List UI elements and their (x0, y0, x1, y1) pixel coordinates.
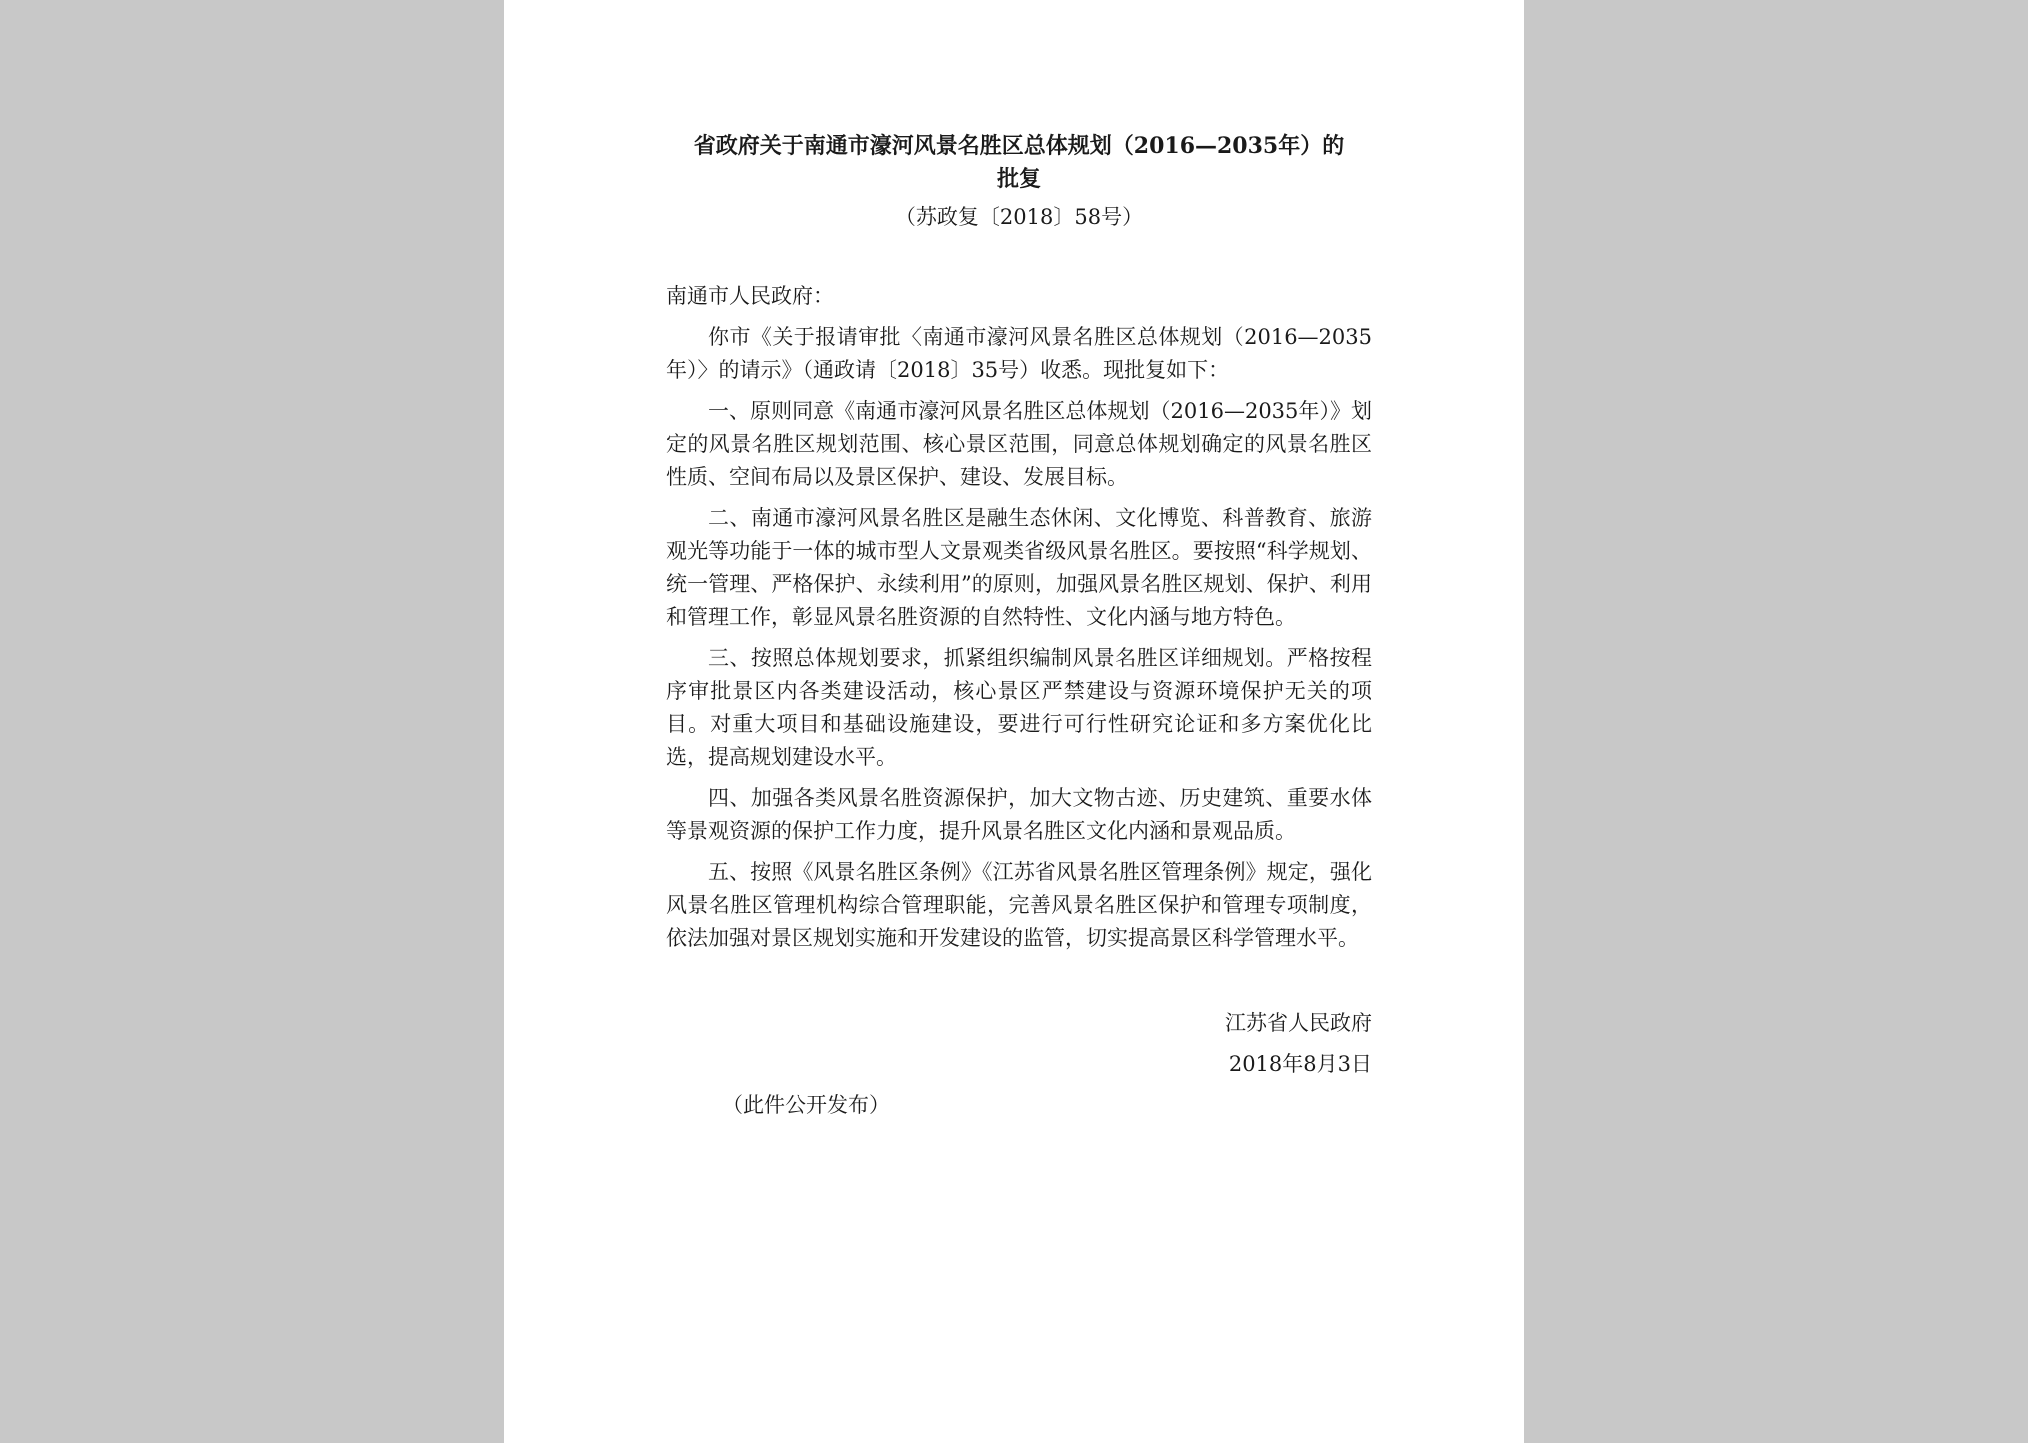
signing-date: 2018年8月3日 (1228, 1052, 1372, 1076)
paragraph-item-1: 一、原则同意《南通市濠河风景名胜区总体规划（2016—2035年）》划定的风景名胜区规划范围、核心景区范围，同意总体规划确定的风景名胜区性质、空间布局以及景区保护、建设、发展目标。 (666, 399, 1372, 489)
paragraph-item-2: 二、南通市濠河风景名胜区是融生态休闲、文化博览、科普教育、旅游观光等功能于一体的城市型人文景观类省级风景名胜区。要按照“科学规划、统一管理、严格保护、永续利用”的原则，加强风景名胜区规划、保护、利用和管理工作，彰显风景名胜资源的自然特性、文化内涵与地方特色。 (666, 506, 1372, 629)
paragraph-item-3: 三、按照总体规划要求，抓紧组织编制风景名胜区详细规划。严格按程序审批景区内各类建设活动，核心景区严禁建设与资源环境保护无关的项目。对重大项目和基础设施建设，要进行可行性研究论证和多方案优化比选，提高规划建设水平。 (666, 646, 1372, 769)
signer: 江苏省人民政府 (1225, 1011, 1372, 1035)
paragraph-item-4: 四、加强各类风景名胜资源保护，加大文物古迹、历史建筑、重要水体等景观资源的保护工作力度，提升风景名胜区文化内涵和景观品质。 (666, 786, 1372, 843)
document-body (666, 130, 1372, 1122)
title-line-2: 批复 (996, 166, 1041, 192)
document-page (504, 0, 1524, 1443)
salutation: 南通市人民政府： (666, 284, 834, 308)
document-number: （苏政复〔2018〕58号） (894, 205, 1144, 229)
title-line-1: 省政府关于南通市濠河风景名胜区总体规划（2016—2035年）的 (693, 133, 1345, 159)
paragraph-item-5: 五、按照《风景名胜区条例》《江苏省风景名胜区管理条例》规定，强化风景名胜区管理机构综合管理职能，完善风景名胜区保护和管理专项制度，依法加强对景区规划实施和开发建设的监管，切实提高景区科学管理水平。 (666, 860, 1372, 950)
document-title (666, 130, 1372, 196)
publication-note: （此件公开发布） (722, 1093, 890, 1117)
paragraph-intro: 你市《关于报请审批〈南通市濠河风景名胜区总体规划（2016—2035年）〉的请示》（通政请〔2018〕35号）收悉。现批复如下： (666, 325, 1372, 382)
